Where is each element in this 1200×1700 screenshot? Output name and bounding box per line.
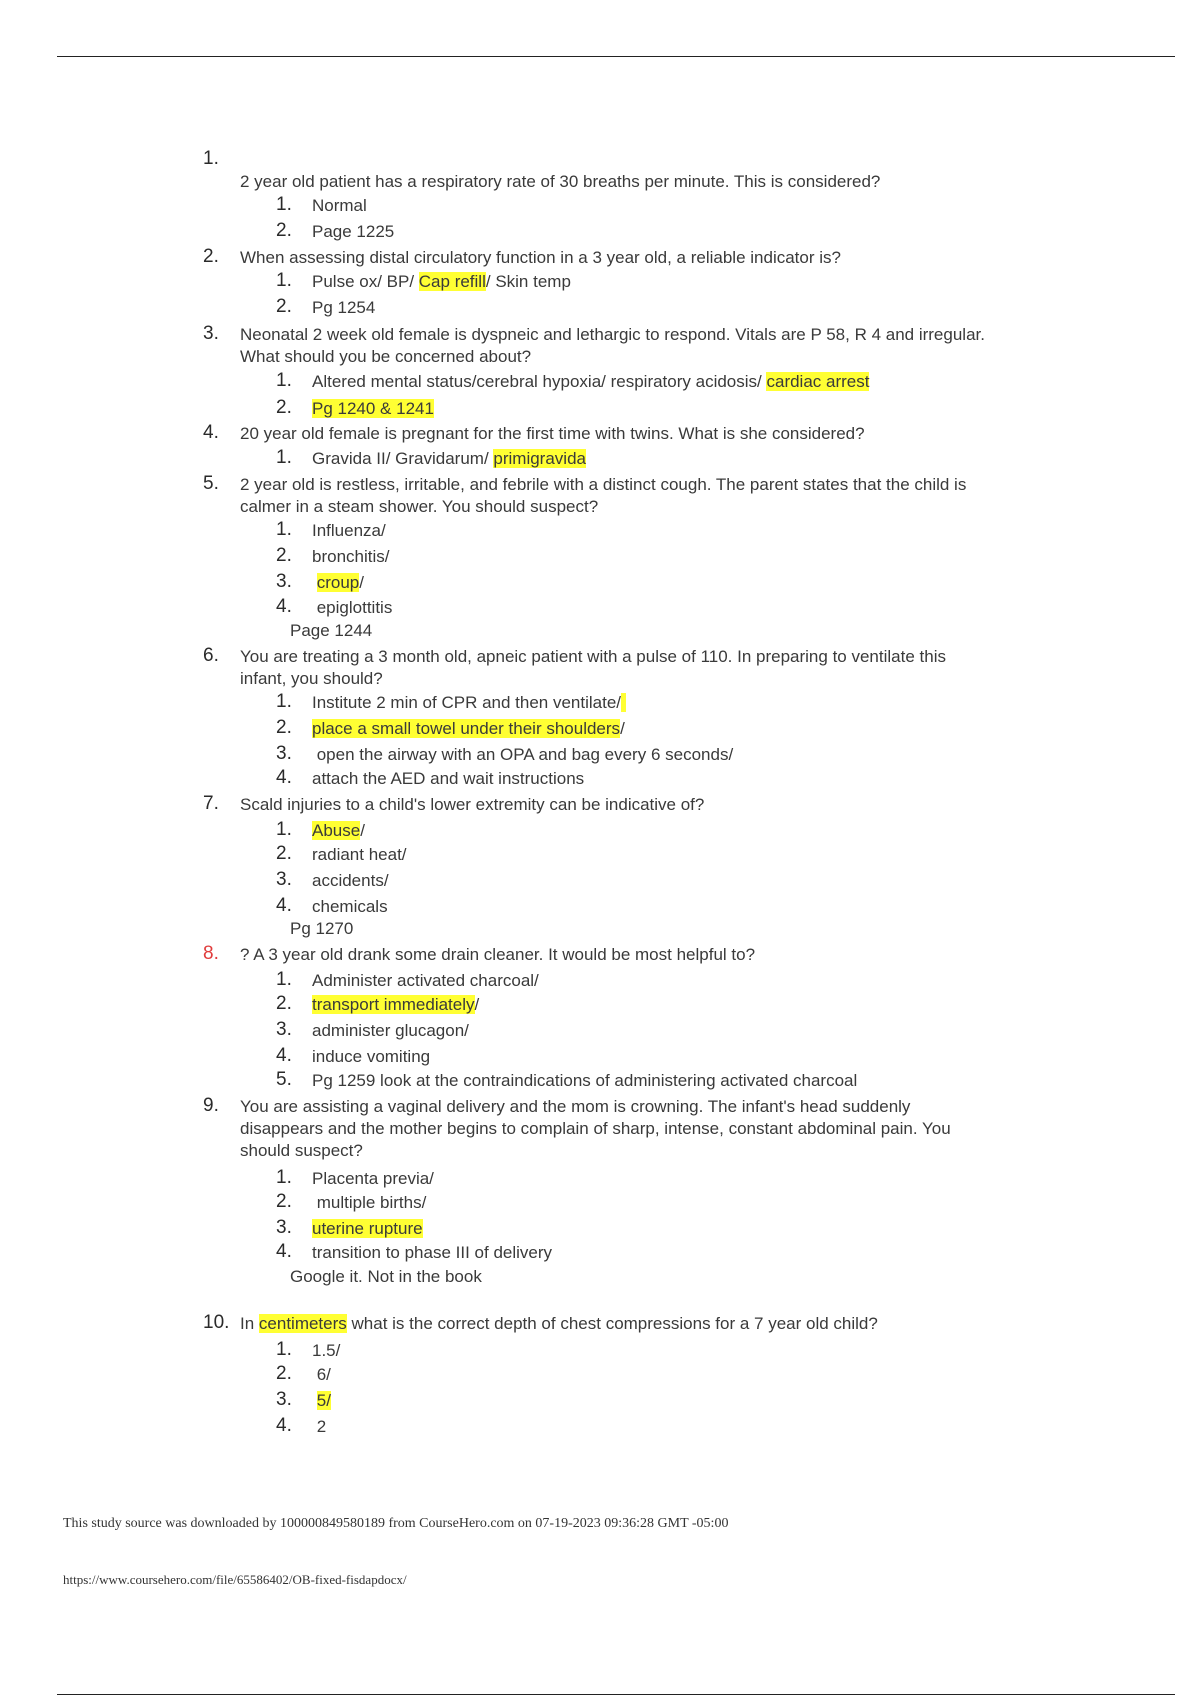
question-number: 5. xyxy=(203,473,219,494)
text-segment: accidents/ xyxy=(312,871,389,890)
text-segment: Page 1225 xyxy=(312,222,395,241)
option-number: 1. xyxy=(276,1167,292,1188)
question-text: should suspect? xyxy=(240,1141,363,1160)
option-number: 2. xyxy=(276,993,292,1014)
option-number: 2. xyxy=(276,1363,292,1384)
option-number: 2. xyxy=(276,717,292,738)
option-number: 2. xyxy=(276,397,292,418)
highlighted-text xyxy=(621,693,626,712)
text-segment: / xyxy=(360,821,365,840)
option-number: 4. xyxy=(276,596,292,617)
question-text: disappears and the mother begins to complain of sharp, intense, constant abdominal pain. You xyxy=(240,1119,951,1138)
text-segment: 1.5/ xyxy=(312,1341,341,1360)
text-segment: Influenza/ xyxy=(312,521,386,540)
text-segment: Normal xyxy=(312,196,367,215)
text-segment: multiple births/ xyxy=(312,1193,427,1212)
text-segment: epiglottitis xyxy=(312,598,393,617)
option-number: 1. xyxy=(276,194,292,215)
text-segment: transition to phase III of delivery xyxy=(312,1243,553,1262)
option-text xyxy=(312,820,365,842)
text-segment: Placenta previa/ xyxy=(312,1169,434,1188)
option-text xyxy=(312,371,869,393)
highlighted-text: place a small towel under their shoulders xyxy=(312,719,621,738)
option-number: 3. xyxy=(276,743,292,764)
source-url[interactable]: https://www.coursehero.com/file/65586402/OB-fixed-fisdapdocx/ xyxy=(63,1572,407,1587)
text-segment: / xyxy=(620,719,625,738)
option-number: 2. xyxy=(276,545,292,566)
highlighted-text: cardiac arrest xyxy=(766,372,870,391)
option-number: 3. xyxy=(276,571,292,592)
text-segment: Pg 1259 look at the contraindications of administering activated charcoal xyxy=(312,1071,858,1090)
highlighted-text: Pg 1240 & 1241 xyxy=(312,399,434,418)
option-text xyxy=(312,597,392,619)
text-segment: In xyxy=(240,1314,259,1333)
option-text xyxy=(312,844,407,866)
question-number: 6. xyxy=(203,645,219,666)
option-number: 1. xyxy=(276,1339,292,1360)
option-number: 4. xyxy=(276,1241,292,1262)
question-text: infant, you should? xyxy=(240,669,383,688)
text-segment: administer glucagon/ xyxy=(312,1021,469,1040)
highlighted-text: primigravida xyxy=(493,449,586,468)
question-text: 2 year old patient has a respiratory rate of 30 breaths per minute. This is considered? xyxy=(240,172,881,191)
option-text xyxy=(312,1070,857,1092)
text-segment: bronchitis/ xyxy=(312,547,390,566)
option-number: 4. xyxy=(276,767,292,788)
question-text: 20 year old female is pregnant for the first time with twins. What is she considered? xyxy=(240,424,865,443)
option-number: 2. xyxy=(276,1191,292,1212)
option-text xyxy=(312,870,389,892)
text-segment: radiant heat/ xyxy=(312,845,407,864)
highlighted-text: Abuse xyxy=(312,821,361,840)
option-text xyxy=(312,448,586,470)
question-number: 9. xyxy=(203,1095,219,1116)
option-number: 3. xyxy=(276,1019,292,1040)
option-text xyxy=(312,297,375,319)
option-text xyxy=(312,896,388,918)
question-number: 10. xyxy=(203,1312,230,1333)
highlighted-text: 5/ xyxy=(316,1391,331,1410)
option-number: 3. xyxy=(276,1389,292,1410)
option-text xyxy=(312,271,571,293)
option-number: 2. xyxy=(276,296,292,317)
option-text xyxy=(312,1340,340,1362)
text-segment: / xyxy=(474,995,480,1014)
question-number: 4. xyxy=(203,422,219,443)
option-text xyxy=(312,546,389,568)
option-number: 2. xyxy=(276,220,292,241)
option-number: 1. xyxy=(276,819,292,840)
text-segment: Administer activated charcoal/ xyxy=(312,971,539,990)
option-number: 4. xyxy=(276,895,292,916)
option-text xyxy=(312,221,394,243)
question-number: 7. xyxy=(203,793,219,814)
question-text: calmer in a steam shower. You should suspect? xyxy=(240,497,599,516)
option-number: 1. xyxy=(276,270,292,291)
option-number: 3. xyxy=(276,1217,292,1238)
text-segment: 6/ xyxy=(312,1365,331,1384)
option-text xyxy=(312,994,479,1016)
option-number: 1. xyxy=(276,370,292,391)
text-segment: Altered mental status/cerebral hypoxia/ respiratory acidosis/ xyxy=(312,372,767,391)
option-number: 1. xyxy=(276,969,292,990)
option-text xyxy=(312,1046,430,1068)
page-reference-note: Page 1244 xyxy=(290,621,373,640)
question-text: You are assisting a vaginal delivery and the mom is crowning. The infant's head suddenly xyxy=(240,1097,911,1116)
question-number: 3. xyxy=(203,323,219,344)
highlighted-text: uterine rupture xyxy=(312,1219,423,1238)
option-text xyxy=(312,572,364,594)
option-text xyxy=(312,744,733,766)
option-text xyxy=(312,398,434,420)
text-segment: / Skin temp xyxy=(485,272,571,291)
option-text xyxy=(312,1242,552,1264)
option-text xyxy=(312,1168,434,1190)
option-number: 1. xyxy=(276,519,292,540)
question-text xyxy=(240,1313,878,1335)
text-segment: Gravida II/ Gravidarum/ xyxy=(312,449,494,468)
page-reference-note: Pg 1270 xyxy=(290,919,354,938)
question-text: Scald injuries to a child's lower extremity can be indicative of? xyxy=(240,795,705,814)
question-text: 2 year old is restless, irritable, and febrile with a distinct cough. The parent states that the child is xyxy=(240,475,967,494)
text-segment: induce vomiting xyxy=(312,1047,431,1066)
highlighted-text: transport immediately xyxy=(312,995,475,1014)
option-number: 1. xyxy=(276,691,292,712)
text-segment: chemicals xyxy=(312,897,388,916)
question-text: When assessing distal circulatory function in a 3 year old, a reliable indicator is? xyxy=(240,248,841,267)
option-text xyxy=(312,1390,331,1412)
option-number: 5. xyxy=(276,1069,292,1090)
question-text: What should you be concerned about? xyxy=(240,347,532,366)
option-text xyxy=(312,1218,423,1240)
option-text xyxy=(312,520,386,542)
question-text: You are treating a 3 month old, apneic patient with a pulse of 110. In preparing to ventilate this xyxy=(240,647,946,666)
bottom-rule xyxy=(57,1694,1175,1695)
text-segment: what is the correct depth of chest compressions for a 7 year old child? xyxy=(346,1314,878,1333)
download-notice: This study source was downloaded by 100000849580189 from CourseHero.com on 07-19-2023 09:36:28 GMT -05:00 xyxy=(63,1516,729,1531)
option-text xyxy=(312,768,584,790)
highlighted-text: centimeters xyxy=(258,1314,347,1333)
option-text xyxy=(312,970,539,992)
option-number: 4. xyxy=(276,1045,292,1066)
text-segment: attach the AED and wait instructions xyxy=(312,769,585,788)
question-number-flagged: 8. xyxy=(203,943,219,964)
option-number: 2. xyxy=(276,843,292,864)
text-segment: Pulse ox/ BP/ xyxy=(312,272,419,291)
question-text: ? A 3 year old drank some drain cleaner. It would be most helpful to? xyxy=(240,945,756,964)
option-text xyxy=(312,195,367,217)
highlighted-text: Cap refill xyxy=(418,272,486,291)
text-segment: Pg 1254 xyxy=(312,298,376,317)
question-number: 2. xyxy=(203,246,219,267)
option-text xyxy=(312,1020,469,1042)
question-number: 1. xyxy=(203,148,219,169)
text-segment: / xyxy=(359,573,364,592)
option-number: 4. xyxy=(276,1415,292,1436)
option-number: 1. xyxy=(276,447,292,468)
option-text xyxy=(312,1364,331,1386)
option-text xyxy=(312,718,625,740)
option-text xyxy=(312,1416,326,1438)
highlighted-text: croup xyxy=(316,573,360,592)
text-segment: open the airway with an OPA and bag every 6 seconds/ xyxy=(312,745,734,764)
question-text: Neonatal 2 week old female is dyspneic and lethargic to respond. Vitals are P 58, R 4 and irregular. xyxy=(240,325,985,344)
option-number: 3. xyxy=(276,869,292,890)
option-text xyxy=(312,692,626,714)
text-segment: 2 xyxy=(312,1417,327,1436)
page-reference-note: Google it. Not in the book xyxy=(290,1267,482,1286)
text-segment: Institute 2 min of CPR and then ventilate/ xyxy=(312,693,622,712)
option-text xyxy=(312,1192,426,1214)
